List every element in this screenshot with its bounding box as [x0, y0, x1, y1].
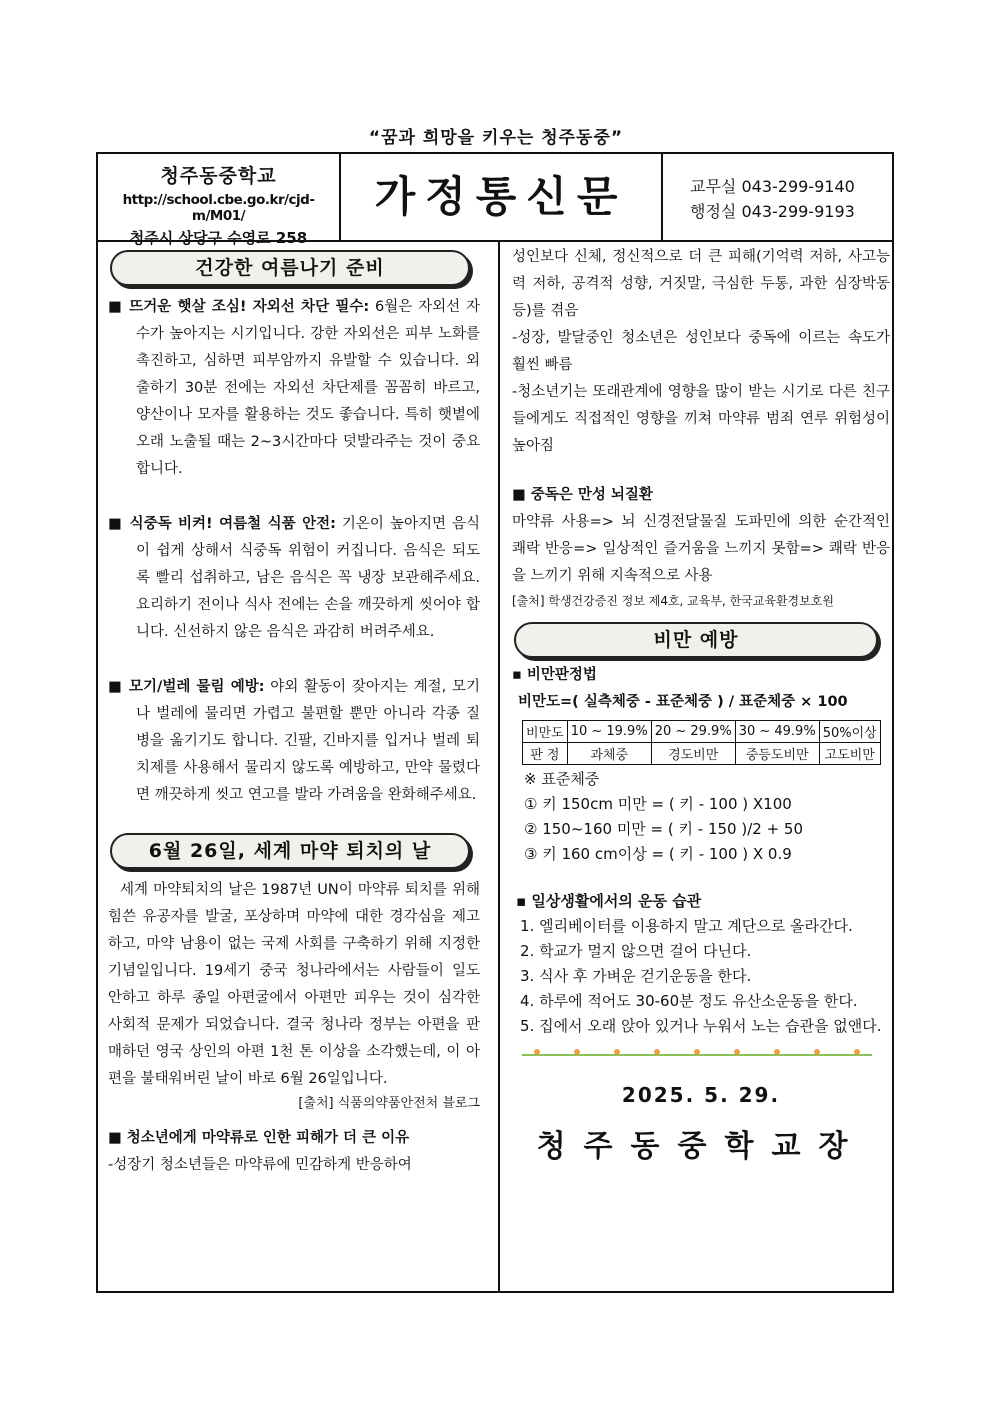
- bmi-cell: 고도비만: [819, 743, 880, 765]
- sun-item: [108, 294, 480, 483]
- table-row: [523, 743, 881, 765]
- bmi-cell: 판 정: [523, 743, 568, 765]
- insect-item-body: 야외 활동이 잦아지는 계절, 모기나 벌레에 물리면 가렵고 불편할 뿐만 아니라 각종 질병을 옮기기도 합니다. 긴팔, 긴바지를 입거나 벌레 퇴치제를 사용해서 물리지 않도록 예방하고, 만약 물렸다면 깨끗하게 씻고 연고를 발라 가려움을 완화해주세요.: [136, 679, 481, 803]
- food-item-head: ■ 식중독 비켜! 여름철 식품 안전:: [108, 516, 336, 532]
- youth-line: -성장기 청소년들은 마약류에 민감하게 반응하여: [108, 1157, 412, 1173]
- sun-item-body: 6월은 자외선 자수가 높아지는 시기입니다. 강한 자외선은 피부 노화를 촉진하고, 심하면 피부암까지 유발할 수 있습니다. 외출하기 30분 전에는 자외선 차단제를 꼼꼼히 바르고, 양산이나 모자를 활용하는 것도 좋습니다. 특히 햇볕에 오래 노출될 때는 2~3시간마다 덧발라주는 것이 중요합니다.: [136, 299, 480, 477]
- insect-item: [108, 674, 480, 809]
- youth-cont-1: 성인보다 신체, 정신적으로 더 큰 피해(기억력 저하, 사고능력 저하, 공격적 성향, 거짓말, 극심한 두통, 과한 심장박동 등)를 겪음: [512, 249, 890, 319]
- phone-office: 교무실 043-299-9140: [690, 177, 855, 196]
- std-weight-2: ② 150~160 미만 = ( 키 - 150 )/2 + 50: [524, 820, 803, 838]
- slogan: “꿈과 희망을 키우는 청주동중”: [368, 128, 624, 148]
- bmi-cell: 경도비만: [651, 743, 735, 765]
- school-name: 청주동중학교: [160, 165, 277, 187]
- bmi-cell: 50%이상: [819, 721, 880, 743]
- flower-border-decoration: [522, 1047, 872, 1061]
- school-info: [98, 154, 341, 247]
- exercise-head: ▪ 일상생활에서의 운동 습관: [516, 892, 702, 910]
- sun-item-head: ■ 뜨거운 햇살 조심! 자외선 차단 필수:: [108, 299, 370, 315]
- principal-signature: 청주동중학교장: [536, 1129, 866, 1164]
- list-item: 2. 학교가 멀지 않으면 걸어 다닌다.: [520, 942, 752, 960]
- newsletter-frame: [96, 152, 894, 1293]
- bmi-cell: 중등도비만: [735, 743, 819, 765]
- section-title-summer: 건강한 여름나기 준비: [110, 250, 470, 286]
- issue-date: 2025. 5. 29.: [621, 1083, 781, 1107]
- list-item: 5. 집에서 오래 앉아 있거나 누워서 노는 습관을 없앤다.: [520, 1017, 882, 1035]
- school-address: 청주시 상당구 수영로 258: [129, 229, 308, 247]
- youth-head: ■ 청소년에게 마약류로 인한 피해가 더 큰 이유: [108, 1130, 410, 1146]
- left-column: [108, 250, 480, 1179]
- school-url[interactable]: http://school.cbe.go.kr/cjd-m/M01/: [122, 192, 315, 224]
- bmi-cell: 20 ~ 29.9%: [651, 721, 735, 743]
- header: [98, 154, 892, 247]
- bmi-cell: 과체중: [567, 743, 651, 765]
- section-title-obesity: 비만 예방: [514, 622, 878, 658]
- insect-item-head: ■ 모기/벌레 물림 예방:: [108, 679, 265, 695]
- food-item-body: 기온이 높아지면 음식이 쉽게 상해서 식중독 위험이 커집니다. 음식은 되도록 빨리 섭취하고, 남은 음식은 꼭 냉장 보관해주세요. 요리하기 전이나 식사 전에는 손을 깨끗하게 씻어야 합니다. 신선하지 않은 음식은 과감히 버려주세요.: [136, 516, 481, 640]
- newsletter-title: 가정통신문: [341, 154, 663, 240]
- food-item: [108, 511, 480, 646]
- right-column: [512, 244, 890, 1165]
- table-row: [523, 721, 881, 743]
- std-weight-1: ① 키 150cm 미만 = ( 키 - 100 ) X100: [524, 795, 792, 813]
- youth-cont-3: -청소년기는 또래관계에 영향을 많이 받는 시기로 다른 친구들에게도 직접적인 영향을 끼쳐 마약류 범죄 연루 위험성이 높아짐: [512, 384, 890, 454]
- section-title-antidrug: 6월 26일, 세계 마약 퇴치의 날: [110, 833, 470, 869]
- std-weight-3: ③ 키 160 cm이상 = ( 키 - 100 ) X 0.9: [524, 845, 792, 863]
- youth-cont-2: -성장, 발달중인 청소년은 성인보다 중독에 이르는 속도가 훨씬 빠름: [512, 330, 890, 373]
- antidrug-source: [출처] 식품의약품안전처 블로그: [298, 1096, 480, 1111]
- addiction-body: 마약류 사용=> 뇌 신경전달물질 도파민에 의한 순간적인 쾌락 반응=> 일상적인 즐거움을 느끼지 못함=> 쾌락 반응을 느끼기 위해 지속적으로 사용: [512, 514, 890, 584]
- list-item: 3. 식사 후 가벼운 걷기운동을 한다.: [520, 967, 752, 985]
- list-item: 4. 하루에 적어도 30-60분 정도 유산소운동을 한다.: [520, 992, 858, 1010]
- bmi-cell: 30 ~ 49.9%: [735, 721, 819, 743]
- bmi-table: [522, 720, 881, 765]
- antidrug-paragraph: 세계 마약퇴치의 날은 1987년 UN이 마약류 퇴치를 위해 힘쓴 유공자를 발굴, 포상하며 마약에 대한 경각심을 제고하고, 마약 남용이 없는 국제 사회를 구축하기 위해 지정한 기념일입니다. 19세기 중국 청나라에서는 사람들이 일도 안하고 하루 종일 아편굴에서 아편만 피우는 것이 심각한 사회적 문제가 되었습니다. 결국 청나라 정부는 아편을 판매하던 영국 상인의 아편 1천 톤 이상을 소각했는데, 이 아편을 불태워버린 날이 바로 6월 26일입니다.: [108, 882, 480, 1087]
- bmi-cell: 10 ~ 19.9%: [567, 721, 651, 743]
- addiction-source: [출처] 학생건강증진 정보 제4호, 교육부, 한국교육환경보호원: [512, 594, 834, 608]
- column-divider: [498, 242, 500, 1293]
- contact-info: [690, 174, 855, 224]
- bmi-formula: 비만도=( 실측체중 - 표준체중 ) / 표준체중 × 100: [518, 694, 848, 710]
- addiction-head: ■ 중독은 만성 뇌질환: [512, 487, 653, 503]
- bmi-cell: 비만도: [523, 721, 568, 743]
- list-item: 1. 엘리베이터를 이용하지 말고 계단으로 올라간다.: [520, 917, 853, 935]
- phone-admin: 행정실 043-299-9193: [690, 202, 855, 221]
- std-weight-head: ※ 표준체중: [524, 770, 600, 788]
- bmi-head: ▪ 비만판정법: [512, 667, 597, 683]
